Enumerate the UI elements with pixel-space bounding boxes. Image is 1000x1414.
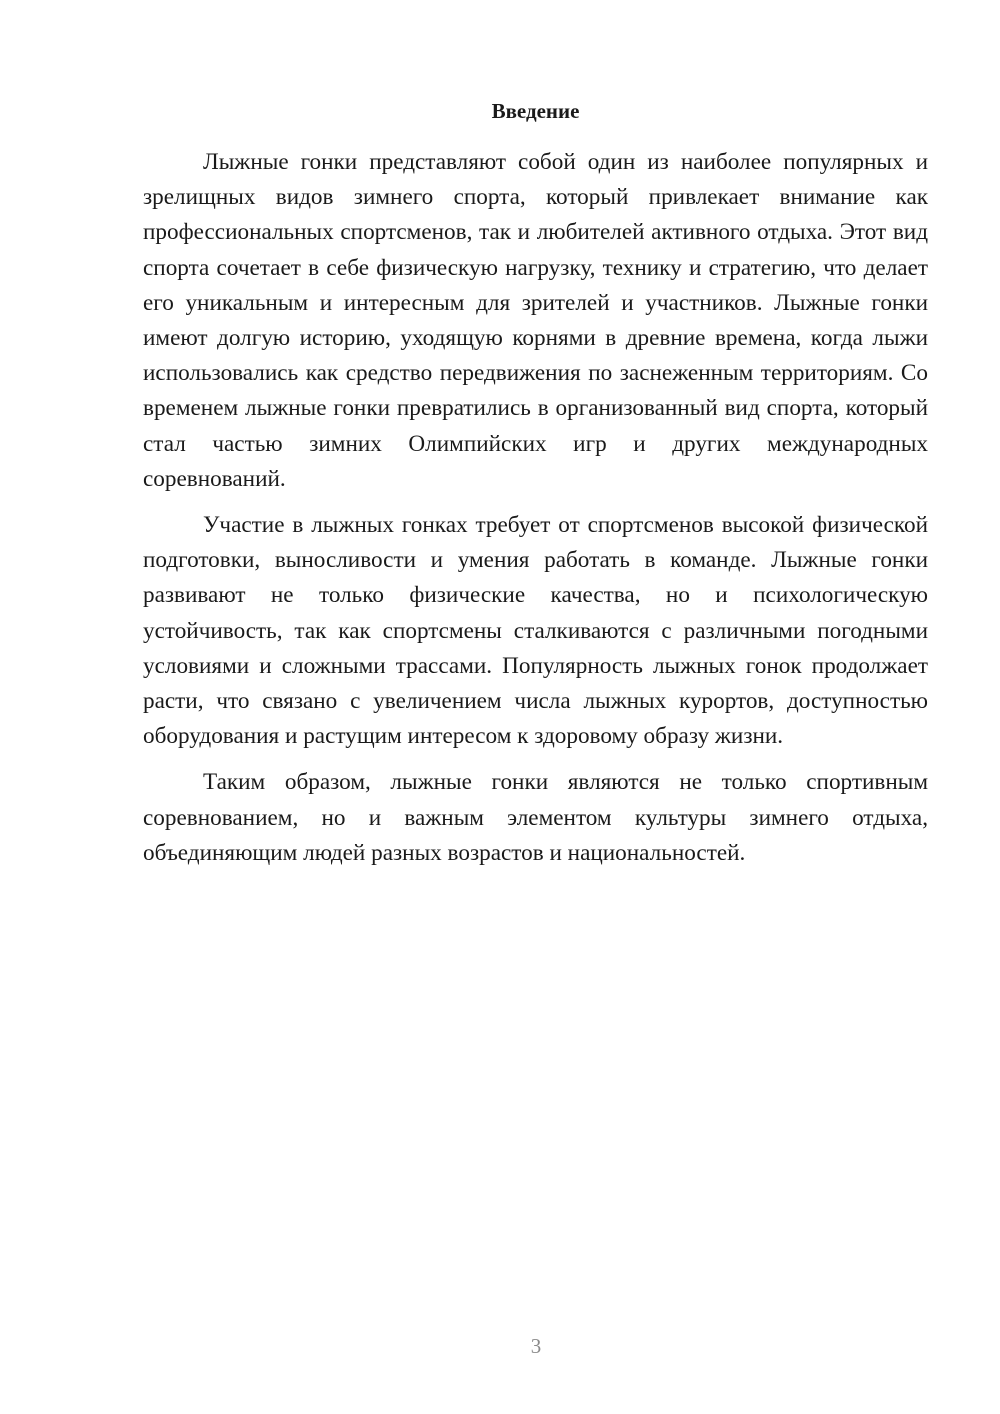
paragraph-3: Таким образом, лыжные гонки являются не только спортивным соревнованием, но и важным элементом культуры зимнего отдыха, объединяющим людей разных возрастов и национальностей. [143,769,928,866]
body-text [143,145,928,882]
section-heading: Введение [491,99,580,123]
paragraph-2: Участие в лыжных гонках требует от спортсменов высокой физической подготовки, выносливости и умения работать в команде. Лыжные гонки развивают не только физические качества, но и психологическую устойчивость, так как спортсмены сталкиваются с различными погодными условиями и сложными трассами. Популярность лыжных гонок продолжает расти, что связано с увеличением числа лыжных курортов, доступностью оборудования и растущим интересом к здоровому образу жизни. [143,512,928,750]
page-number: 3 [530,1334,542,1358]
paragraph-1: Лыжные гонки представляют собой один из наиболее популярных и зрелищных видов зимнего спорта, который привлекает внимание как профессиональных спортсменов, так и любителей активного отдыха. Этот вид спорта сочетает в себе физическую нагрузку, технику и стратегию, что делает его уникальным и интересным для зрителей и участников. Лыжные гонки имеют долгую историю, уходящую корнями в древние времена, когда лыжи использовались как средство передвижения по заснеженным территориям. Со временем лыжные гонки превратились в организованный вид спорта, который стал частью зимних Олимпийских игр и других международных соревнований. [143,149,928,492]
